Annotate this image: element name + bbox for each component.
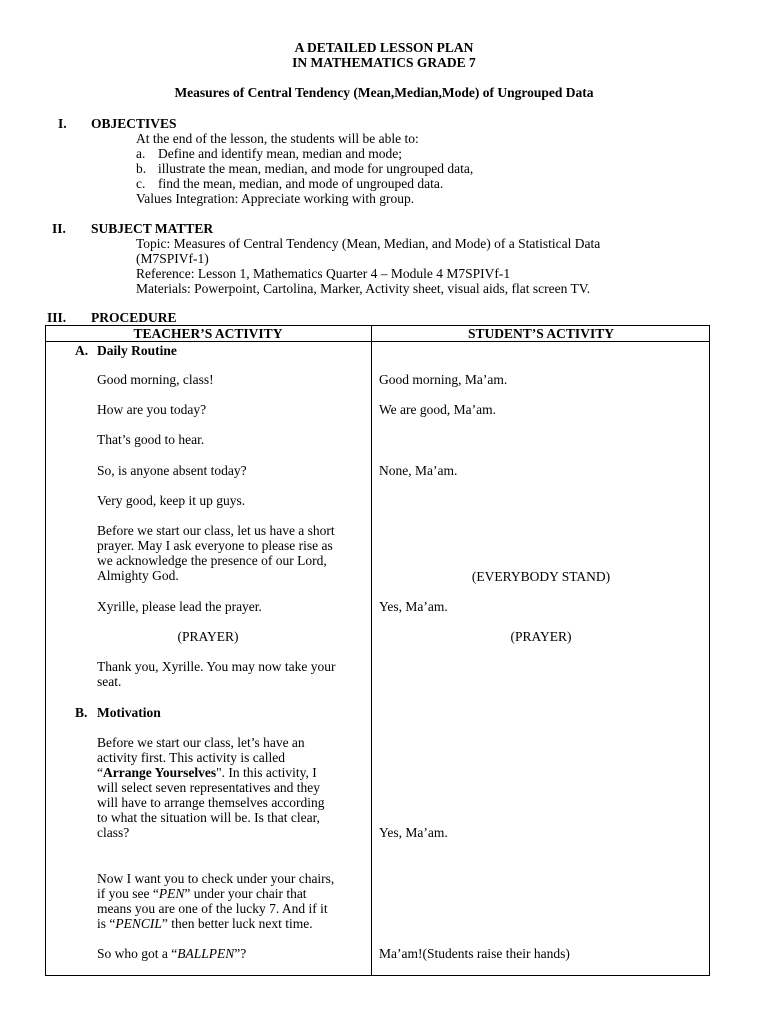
teacher-text: is “ — [97, 916, 116, 931]
teacher-line: Before we start our class, let’s have an — [97, 735, 305, 750]
teacher-line — [97, 765, 325, 780]
student-line: Yes, Ma’am. — [379, 599, 448, 614]
teacher-line: Almighty God. — [97, 568, 179, 583]
section-b-label: Motivation — [97, 705, 161, 720]
materials: Materials: Powerpoint, Cartolina, Marker, Activity sheet, visual aids, flat screen TV. — [136, 281, 591, 296]
student-line: Good morning, Ma’am. — [379, 372, 508, 387]
section-a-label: Daily Routine — [97, 343, 177, 358]
teacher-text: ". In this activity, I — [216, 765, 317, 780]
teacher-ballpen-question — [97, 946, 246, 961]
procedure-numeral: III. — [47, 310, 67, 325]
teacher-line: Before we start our class, let us have a short — [97, 523, 335, 538]
teacher-prayer: (PRAYER) — [177, 629, 239, 644]
doc-subtitle: Measures of Central Tendency (Mean,Median,Mode) of Ungrouped Data — [174, 85, 594, 100]
activity-name: Arrange Yourselves — [103, 765, 217, 780]
student-prayer: (PRAYER) — [510, 629, 572, 644]
teacher-line: activity first. This activity is called — [97, 750, 285, 765]
open-quote: “ — [97, 765, 103, 780]
column-divider — [371, 325, 372, 976]
subject-matter-numeral: II. — [52, 221, 66, 236]
objectives-heading: OBJECTIVES — [91, 116, 177, 131]
teacher-line: That’s good to hear. — [97, 432, 205, 447]
ballpen-word: BALLPEN — [177, 946, 235, 961]
header-divider — [45, 341, 710, 342]
objective-item-b: illustrate the mean, median, and mode for ungrouped data, — [158, 161, 474, 176]
teacher-line: Now I want you to check under your chairs, — [97, 871, 335, 886]
teacher-text: ”? — [234, 946, 247, 961]
teacher-line: will have to arrange themselves according — [97, 795, 325, 810]
teacher-line: Good morning, class! — [97, 372, 214, 387]
section-b-marker: B. — [75, 705, 88, 720]
topic-line2: (M7SPIVf-1) — [136, 251, 209, 266]
objective-item-a: Define and identify mean, median and mode; — [158, 146, 403, 161]
student-activity-header: STUDENT’S ACTIVITY — [468, 326, 614, 341]
subject-matter-heading: SUBJECT MATTER — [91, 221, 214, 236]
teacher-line: Very good, keep it up guys. — [97, 493, 246, 508]
topic-line1: Topic: Measures of Central Tendency (Mean, Median, and Mode) of a Statistical Data — [136, 236, 601, 251]
teacher-text: So who got a “ — [97, 946, 178, 961]
teacher-activity-header: TEACHER’S ACTIVITY — [133, 326, 283, 341]
student-line: We are good, Ma’am. — [379, 402, 496, 417]
teacher-line: we acknowledge the presence of our Lord, — [97, 553, 327, 568]
objective-item-c: find the mean, median, and mode of ungrouped data. — [158, 176, 444, 191]
student-line: (EVERYBODY STAND) — [471, 569, 611, 584]
doc-title-line1: A DETAILED LESSON PLAN — [294, 40, 474, 55]
teacher-line: class? — [97, 825, 130, 840]
teacher-line: prayer. May I ask everyone to please rise as — [97, 538, 333, 553]
teacher-text: ” then better luck next time. — [161, 916, 313, 931]
student-line: Yes, Ma’am. — [379, 825, 448, 840]
teacher-line — [97, 886, 334, 901]
teacher-thanks — [97, 659, 335, 689]
teacher-text: ” under your chair that — [184, 886, 307, 901]
teacher-line: How are you today? — [97, 402, 207, 417]
pencil-word: PENCIL — [115, 916, 162, 931]
teacher-line: Xyrille, please lead the prayer. — [97, 599, 262, 614]
values-integration: Values Integration: Appreciate working with group. — [136, 191, 415, 206]
teacher-line: means you are one of the lucky 7. And if it — [97, 901, 328, 916]
objectives-intro: At the end of the lesson, the students will be able to: — [136, 131, 419, 146]
teacher-line: Thank you, Xyrille. You may now take your — [97, 659, 336, 674]
procedure-heading: PROCEDURE — [91, 310, 177, 325]
teacher-prayer-request — [97, 523, 335, 583]
section-a-marker: A. — [75, 343, 89, 358]
objective-marker-c: c. — [136, 176, 146, 191]
teacher-check-chairs — [97, 871, 334, 931]
teacher-line: seat. — [97, 674, 122, 689]
student-line: Ma’am!(Students raise their hands) — [379, 946, 570, 961]
objectives-numeral: I. — [58, 116, 67, 131]
teacher-line: to what the situation will be. Is that clear, — [97, 810, 320, 825]
pen-word: PEN — [158, 886, 185, 901]
doc-title-line2: IN MATHEMATICS GRADE 7 — [292, 55, 476, 70]
teacher-text: if you see “ — [97, 886, 159, 901]
student-line: None, Ma’am. — [379, 463, 458, 478]
objective-marker-b: b. — [136, 161, 147, 176]
teacher-activity-intro — [97, 735, 325, 840]
teacher-line: So, is anyone absent today? — [97, 463, 247, 478]
teacher-line — [97, 916, 334, 931]
objective-marker-a: a. — [136, 146, 146, 161]
teacher-line: will select seven representatives and they — [97, 780, 321, 795]
reference: Reference: Lesson 1, Mathematics Quarter 4 – Module 4 M7SPIVf-1 — [136, 266, 511, 281]
